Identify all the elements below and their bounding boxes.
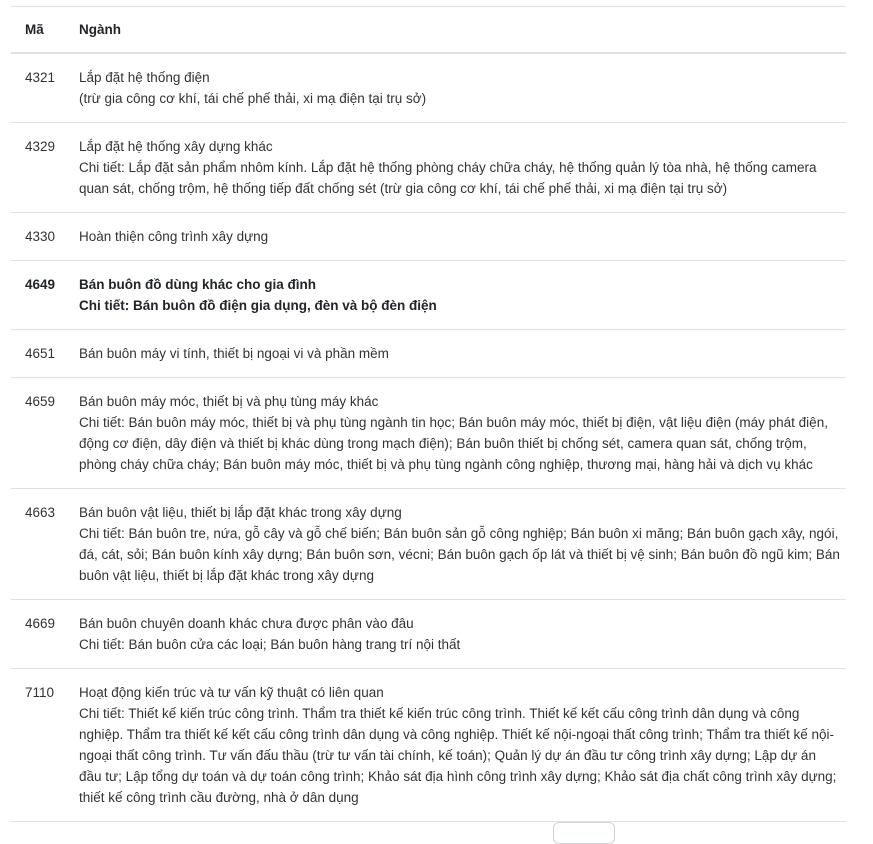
row-title: Bán buôn máy vi tính, thiết bị ngoại vi và phần mềm (79, 346, 389, 361)
header-name: Ngành (69, 7, 846, 54)
row-detail: (trừ gia công cơ khí, tái chế phế thải, xi mạ điện tại trụ sở) (79, 91, 427, 106)
row-title: Lắp đặt hệ thống điện (79, 70, 210, 85)
row-description (69, 669, 846, 822)
row-code: 4663 (11, 489, 69, 600)
row-detail: Chi tiết: Bán buôn cửa các loại; Bán buôn hàng trang trí nội thất (79, 637, 461, 652)
row-title: Bán buôn đồ dùng khác cho gia đình (79, 277, 316, 292)
row-title: Bán buôn máy móc, thiết bị và phụ tùng máy khác (79, 394, 379, 409)
row-code: 4669 (11, 600, 69, 669)
row-title: Hoạt động kiến trúc và tư vấn kỹ thuật có liên quan (79, 685, 384, 700)
header-code: Mã (11, 7, 69, 54)
table-row (11, 261, 846, 330)
row-code: 4330 (11, 213, 69, 261)
table-header (11, 7, 846, 54)
row-detail: Chi tiết: Lắp đặt sản phẩm nhôm kính. Lắp đặt hệ thống phòng cháy chữa cháy, hệ thống quản lý tòa nhà, hệ thống camera quan sát, chống trộm, hệ thống tiếp đất chống sét (trừ gia công cơ khí, tái chế phế thải, xi mạ điện tại trụ sở) (79, 160, 817, 196)
row-description (69, 53, 846, 123)
business-lines-table (11, 6, 846, 822)
row-code: 4329 (11, 123, 69, 213)
row-description (69, 489, 846, 600)
table-row (11, 213, 846, 261)
table-row (11, 489, 846, 600)
header-row (11, 7, 846, 54)
row-description (69, 378, 846, 489)
table-row (11, 330, 846, 378)
row-title: Bán buôn chuyên doanh khác chưa được phân vào đâu (79, 616, 414, 631)
row-title: Hoàn thiện công trình xây dựng (79, 229, 269, 244)
row-title: Lắp đặt hệ thống xây dựng khác (79, 139, 273, 154)
row-code: 4659 (11, 378, 69, 489)
row-title: Bán buôn vật liệu, thiết bị lắp đặt khác trong xây dựng (79, 505, 402, 520)
row-detail: Chi tiết: Bán buôn máy móc, thiết bị và phụ tùng ngành tin học; Bán buôn máy móc, thiết bị điện, vật liệu điện (máy phát điện, động cơ điện, dây điện và thiết bị khác dùng trong mạch điện); Bán buôn thiết bị chống sét, camera quan sát, chống trộm, phòng cháy chữa cháy; Bán buôn máy móc, thiết bị và phụ tùng ngành công nghiệp, thương mại, hàng hải và dịch vụ khác (79, 415, 828, 472)
row-description (69, 330, 846, 378)
row-description (69, 213, 846, 261)
table-row (11, 53, 846, 123)
table-row (11, 669, 846, 822)
row-description (69, 261, 846, 330)
row-code: 4321 (11, 53, 69, 123)
row-description (69, 600, 846, 669)
row-detail: Chi tiết: Bán buôn đồ điện gia dụng, đèn và bộ đèn điện (79, 298, 437, 313)
row-code: 4651 (11, 330, 69, 378)
table-row (11, 600, 846, 669)
row-code: 7110 (11, 669, 69, 822)
row-detail: Chi tiết: Thiết kế kiến trúc công trình. Thẩm tra thiết kế kiến trúc công trình. Thiết kế kết cấu công trình dân dụng và công nghiệp. Thẩm tra thiết kế kết cấu công trình dân dụng và công nghiệp. Thiết kế nội-ngoại thất công trình; Thẩm tra thiết kế nội-ngoại thất công trình. Tư vấn đấu thầu (trừ tư vấn tài chính, kế toán); Quản lý dự án đầu tư công trình xây dựng; Lập dự án đầu tư; Lập tổng dự toán và dự toán công trình; Khảo sát địa hình công trình xây dựng; Khảo sát địa chất công trình xây dựng; thiết kế công trình cầu đường, nhà ở dân dụng (79, 706, 837, 805)
table-row (11, 123, 846, 213)
row-description (69, 123, 846, 213)
row-detail: Chi tiết: Bán buôn tre, nứa, gỗ cây và gỗ chế biến; Bán buôn sản gỗ công nghiệp; Bán buôn xi măng; Bán buôn gạch xây, ngói, đá, cát, sỏi; Bán buôn kính xây dựng; Bán buôn sơn, vécni; Bán buôn gạch ốp lát và thiết bị vệ sinh; Bán buôn đồ ngũ kim; Bán buôn vật liệu, thiết bị lắp đặt khác trong xây dựng (79, 526, 840, 583)
business-lines-table-container (11, 6, 846, 822)
row-code: 4649 (11, 261, 69, 330)
table-body (11, 53, 846, 822)
table-row (11, 378, 846, 489)
scroll-to-top-button[interactable] (553, 822, 615, 844)
